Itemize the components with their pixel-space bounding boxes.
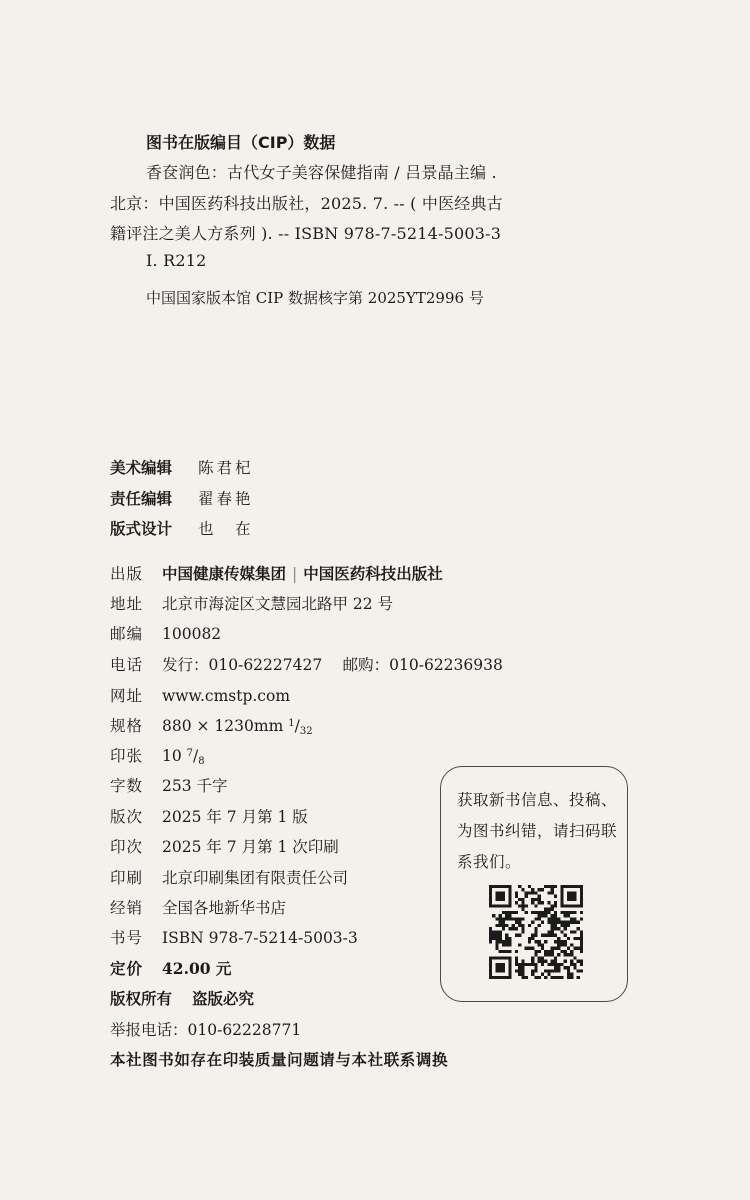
qr-contact-box: [440, 766, 628, 1002]
quality-notice: 本社图书如存在印装质量问题请与本社联系调换: [110, 1050, 449, 1069]
credit-value: 翟春艳: [198, 490, 254, 508]
info-label: 出版: [110, 565, 144, 583]
cip-title-line: 香奁润色：古代女子美容保健指南 / 吕景晶主编 .: [146, 163, 497, 182]
report-hotline: 举报电话：010-62228771: [110, 1021, 302, 1039]
divider: |: [292, 565, 298, 583]
info-printer: [110, 866, 348, 888]
info-value: 中国医药科技出版社: [303, 564, 443, 583]
info-label: 规格: [110, 717, 144, 735]
credit-value: 也 在: [198, 520, 254, 538]
info-publisher: [110, 562, 443, 584]
info-value: 10 $^7/_8$: [162, 747, 205, 767]
info-word-count: [110, 774, 228, 796]
info-sheets: [110, 744, 205, 767]
info-label: 印次: [110, 838, 144, 856]
info-value: ISBN 978-7-5214-5003-3: [162, 929, 358, 947]
cip-heading: 图书在版编目（CIP）数据: [146, 133, 336, 152]
cip-publisher-line: 北京：中国医药科技出版社，2025. 7. -- ( 中医经典古: [110, 194, 503, 213]
info-label: 书号: [110, 929, 144, 947]
cip-classification: Ⅰ. R212: [146, 251, 207, 270]
info-value: 880 × 1230mm $^1/_{32}$: [162, 717, 313, 737]
info-label: 地址: [110, 595, 144, 613]
cip-series-line: 籍评注之美人方系列 ). -- ISBN 978-7-5214-5003-3: [110, 224, 502, 243]
cip-record-number: 中国国家版本馆 CIP 数据核字第 2025YT2996 号: [146, 289, 484, 307]
info-label: 网址: [110, 687, 144, 705]
credit-editor: [110, 487, 254, 509]
info-value: 253 千字: [162, 777, 228, 795]
copyright-statement: 版权所有 盗版必究: [110, 990, 255, 1008]
info-distributor: [110, 896, 286, 918]
info-value: 全国各地新华书店: [162, 899, 287, 917]
credit-art-editor: [110, 456, 254, 478]
info-value: www.cmstp.com: [162, 687, 291, 705]
info-label: 印张: [110, 747, 144, 765]
credit-layout-design: [110, 517, 254, 539]
info-edition: [110, 805, 308, 827]
info-value: 100082: [162, 625, 222, 643]
info-label: 字数: [110, 777, 144, 795]
info-value: 中国健康传媒集团: [162, 564, 287, 583]
qr-caption: 获取新书信息、投稿、为图书纠错，请扫码联系我们。: [457, 791, 618, 871]
info-label: 印刷: [110, 869, 144, 887]
info-isbn: [110, 926, 358, 948]
info-value: 北京印刷集团有限责任公司: [162, 869, 349, 887]
credit-value: 陈君杞: [198, 459, 254, 477]
qr-code-icon[interactable]: [489, 885, 583, 979]
info-label: 经销: [110, 899, 144, 917]
info-label: 定价: [110, 959, 144, 978]
info-value: 42.00 元: [162, 959, 232, 978]
credit-label: 版式设计: [110, 520, 173, 538]
info-label: 邮编: [110, 625, 144, 643]
credit-label: 责任编辑: [110, 490, 173, 508]
credit-label: 美术编辑: [110, 459, 173, 477]
info-phone: [110, 653, 503, 675]
info-address: [110, 592, 393, 614]
info-postcode: [110, 622, 221, 644]
info-label: 版次: [110, 808, 144, 826]
info-impression: [110, 835, 339, 857]
info-website: [110, 684, 290, 706]
info-value: 发行：010-62227427 邮购：010-62236938: [162, 656, 503, 674]
info-label: 电话: [110, 656, 144, 674]
info-format: [110, 714, 313, 737]
info-value: 2025 年 7 月第 1 版: [162, 808, 308, 826]
info-value: 北京市海淀区文慧园北路甲 22 号: [162, 595, 394, 613]
info-price: [110, 957, 231, 979]
info-value: 2025 年 7 月第 1 次印刷: [162, 838, 339, 856]
